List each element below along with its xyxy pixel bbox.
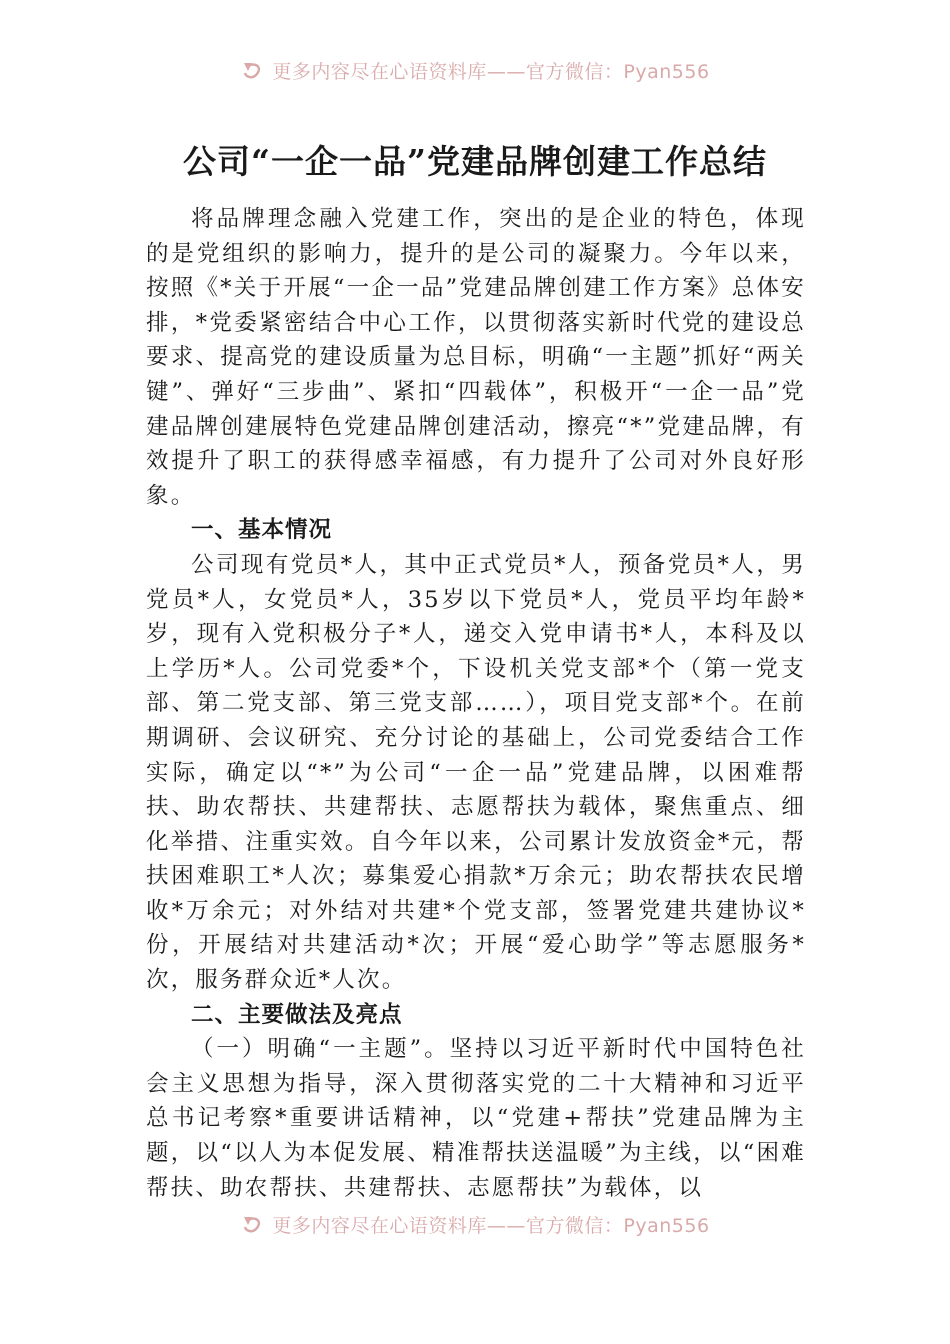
basic-situation-paragraph: 公司现有党员*人，其中正式党员*人，预备党员*人，男党员*人，女党员*人，35岁以下党员*人，党员平均年龄*岁，现有入党积极分子*人，递交入党申请书*人，本科及以上学历*人。公司党委*个，下设机关党支部*个（第一党支部、第二党支部、第三党支部……），项目党支部*个。在前期调研、会议研究、充分讨论的基础上，公司党委结合工作实际，确定以“*”为公司“一企一品”党建品牌，以困难帮扶、助农帮扶、共建帮扶、志愿帮扶为载体，聚焦重点、细化举措、注重实效。自今年以来，公司累计发放资金*元，帮扶困难职工*人次；募集爱心捐款*万余元；助农帮扶农民增收*万余元；对外结对共建*个党支部，签署党建共建协议*份，开展结对共建活动*次；开展“爱心助学”等志愿服务*次，服务群众近*人次。: [146, 551, 806, 994]
section-heading-basic: 一、基本情况: [191, 517, 333, 544]
document-title: 公司“一企一品”党建品牌创建工作总结: [183, 142, 767, 181]
logo-icon: [240, 57, 266, 83]
section-heading-practices: 二、主要做法及亮点: [191, 1001, 403, 1028]
logo-icon: [240, 1211, 266, 1237]
watermark-header: [0, 50, 950, 90]
theme-paragraph: （一）明确“一主题”。坚持以习近平新时代中国特色社会主义思想为指导，深入贯彻落实党的二十大精神和习近平总书记考察*重要讲话精神，以“党建+帮扶”党建品牌为主题，以“以人为本促发展、精准帮扶送温暖”为主线，以“困难帮扶、助农帮扶、共建帮扶、志愿帮扶”为载体，以: [146, 1036, 806, 1201]
watermark-text: 更多内容尽在心语资料库——官方微信：Pyan556: [272, 1214, 710, 1237]
watermark-footer: [0, 1204, 950, 1244]
document-body: [146, 202, 806, 1205]
watermark-text: 更多内容尽在心语资料库——官方微信：Pyan556: [272, 60, 710, 83]
intro-paragraph: 将品牌理念融入党建工作，突出的是企业的特色，体现的是党组织的影响力，提升的是公司的凝聚力。今年以来，按照《*关于开展“一企一品”党建品牌创建工作方案》总体安排，*党委紧密结合中心工作，以贯彻落实新时代党的建设总要求、提高党的建设质量为总目标，明确“一主题”抓好“两关键”、弹好“三步曲”、紧扣“四载体”，积极开“一企一品”党建品牌创建展特色党建品牌创建活动，擦亮“*”党建品牌，有效提升了职工的获得感幸福感，有力提升了公司对外良好形象。: [146, 206, 806, 509]
